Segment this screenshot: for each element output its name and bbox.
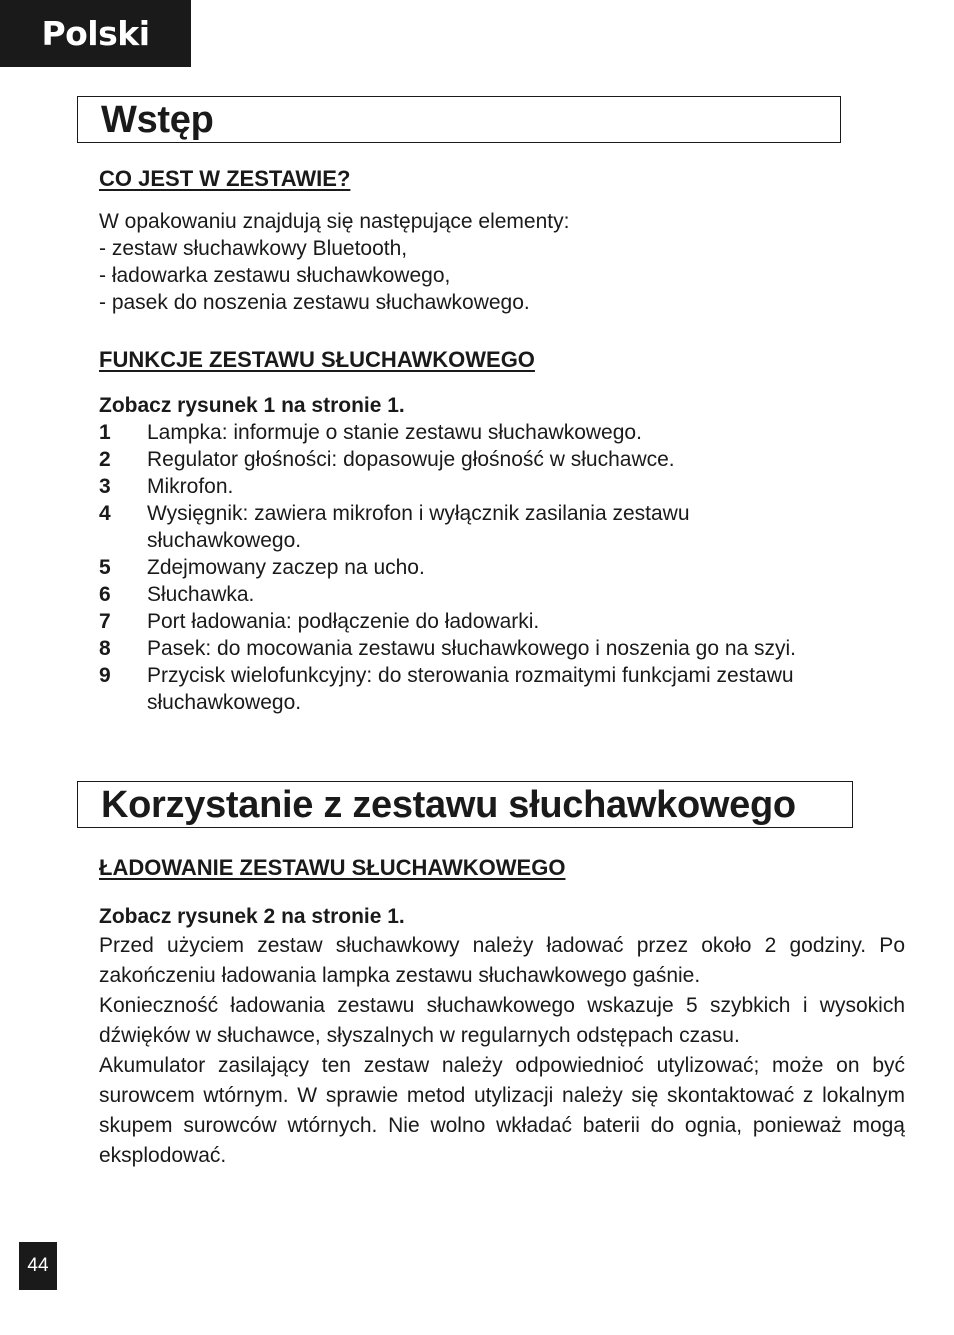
contents-list [99,208,569,316]
list-item [99,635,807,662]
contents-line: - ładowarka zestawu słuchawkowego, [99,264,451,287]
item-text: Słuchawka. [147,583,255,606]
contents-line: - pasek do noszenia zestawu słuchawkowego. [99,291,530,314]
section-title-usage: Korzystanie z zestawu słuchawkowego [101,784,796,826]
item-number: 3 [99,475,111,498]
subheading-features: FUNKCJE ZESTAWU SŁUCHAWKOWEGO [99,347,535,372]
list-item [99,500,807,554]
item-text: Przycisk wielofunkcyjny: do sterowania rozmaitymi funkcjami zestawu słuchawkowego. [147,664,794,714]
list-item [99,662,807,716]
list-item [99,446,807,473]
list-item [99,608,807,635]
section-title-box-usage [77,781,853,828]
page-number-label: 44 [27,1255,49,1276]
section-title-intro: Wstęp [101,99,214,141]
item-number: 4 [99,502,111,525]
features-list [99,392,807,716]
item-number: 1 [99,421,111,444]
item-number: 5 [99,556,111,579]
item-number: 6 [99,583,111,606]
section-title-box-intro [77,96,841,143]
subheading-contents: CO JEST W ZESTAWIE? [99,166,351,191]
page-number [19,1242,57,1290]
item-number: 9 [99,664,111,687]
item-number: 8 [99,637,111,660]
item-text: Port ładowania: podłączenie do ładowarki. [147,610,540,633]
item-text: Zdejmowany zaczep na ucho. [147,556,425,579]
subheading-charging: ŁADOWANIE ZESTAWU SŁUCHAWKOWEGO [99,855,566,880]
contents-line: - zestaw słuchawkowy Bluetooth, [99,237,408,260]
item-text: Pasek: do mocowania zestawu słuchawkowego i noszenia go na szyi. [147,637,797,660]
list-item [99,554,807,581]
figure-reference: Zobacz rysunek 1 na stronie 1. [99,394,405,417]
item-text: Regulator głośności: dopasowuje głośność w słuchawce. [147,448,675,471]
figure-reference: Zobacz rysunek 2 na stronie 1. [99,905,405,928]
paragraph: Akumulator zasilający ten zestaw należy odpowiednioć utylizować; może on być surowcem wtórnym. W sprawie metod utylizacji należy się skontaktować z lokalnym skupem surowców wtórnych. Nie wolno wkładać baterii do ognia, ponieważ mogą eksplodować. [99,1054,905,1167]
item-text: Lampka: informuje o stanie zestawu słuchawkowego. [147,421,642,444]
paragraph: Przed użyciem zestaw słuchawkowy należy ładować przez około 2 godziny. Po zakończeniu ładowania lampka zestawu słuchawkowego gaśnie. [99,934,905,987]
paragraph: Konieczność ładowania zestawu słuchawkowego wskazuje 5 szybkich i wysokich dźwięków w słuchawce, słyszalnych w regularnych odstępach czasu. [99,994,905,1047]
item-number: 2 [99,448,111,471]
list-item [99,581,807,608]
language-label: Polski [41,14,150,53]
item-number: 7 [99,610,111,633]
item-text: Wysięgnik: zawiera mikrofon i wyłącznik zasilania zestawu słuchawkowego. [147,502,690,552]
figure-reference-2-wrap [99,903,405,930]
language-tab [0,0,191,67]
item-text: Mikrofon. [147,475,234,498]
list-item [99,419,807,446]
list-item [99,473,807,500]
charging-paragraphs [99,931,905,1171]
contents-line: W opakowaniu znajdują się następujące elementy: [99,210,570,233]
